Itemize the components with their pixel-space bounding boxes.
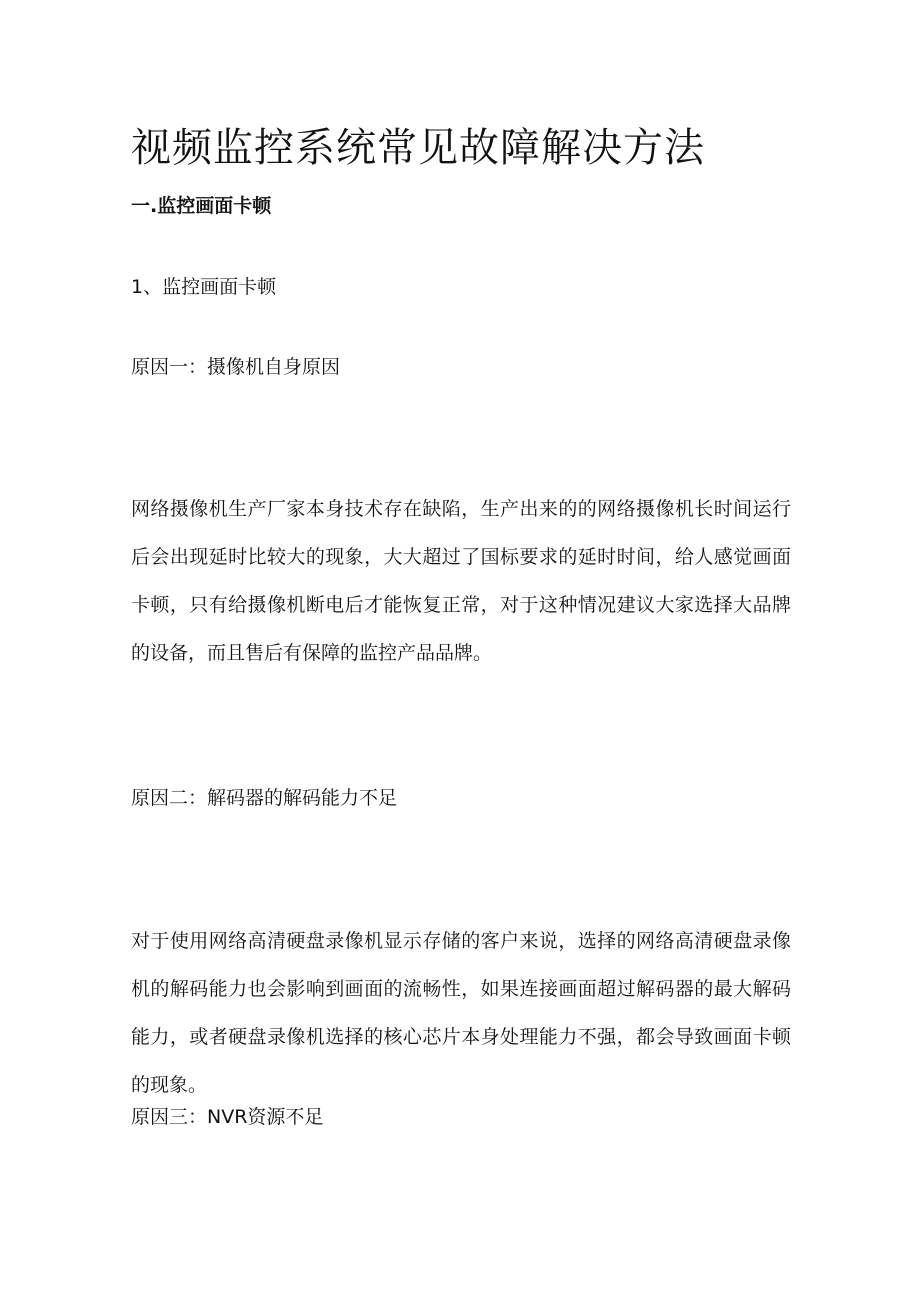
reason2-body: 对于使用网络高清硬盘录像机显示存储的客户来说，选择的网络高清硬盘录像机的解码能力也会影响到画面的流畅性，如果连接画面超过解码器的最大解码能力，或者硬盘录像机选择的核心芯片本身处理能力不强，都会导致画面卡顿的现象。 — [131, 930, 791, 1096]
section-heading: 一.监控画面卡顿 — [131, 195, 272, 217]
reason1-heading: 原因一：摄像机自身原因 — [131, 356, 341, 378]
document-title: 视频监控系统常见故障解决方法 — [131, 125, 705, 171]
reason1-body: 网络摄像机生产厂家本身技术存在缺陷，生产出来的的网络摄像机长时间运行后会出现延时比较大的现象，大大超过了国标要求的延时时间，给人感觉画面卡顿，只有给摄像机断电后才能恢复正常，对于这种情况建议大家选择大品牌的设备，而且售后有保障的监控产品品牌。 — [131, 498, 791, 664]
subsection-heading: 1、监控画面卡顿 — [131, 276, 277, 298]
reason3-heading: 原因三：NVR资源不足 — [131, 1106, 324, 1128]
reason2-heading: 原因二：解码器的解码能力不足 — [131, 787, 398, 809]
